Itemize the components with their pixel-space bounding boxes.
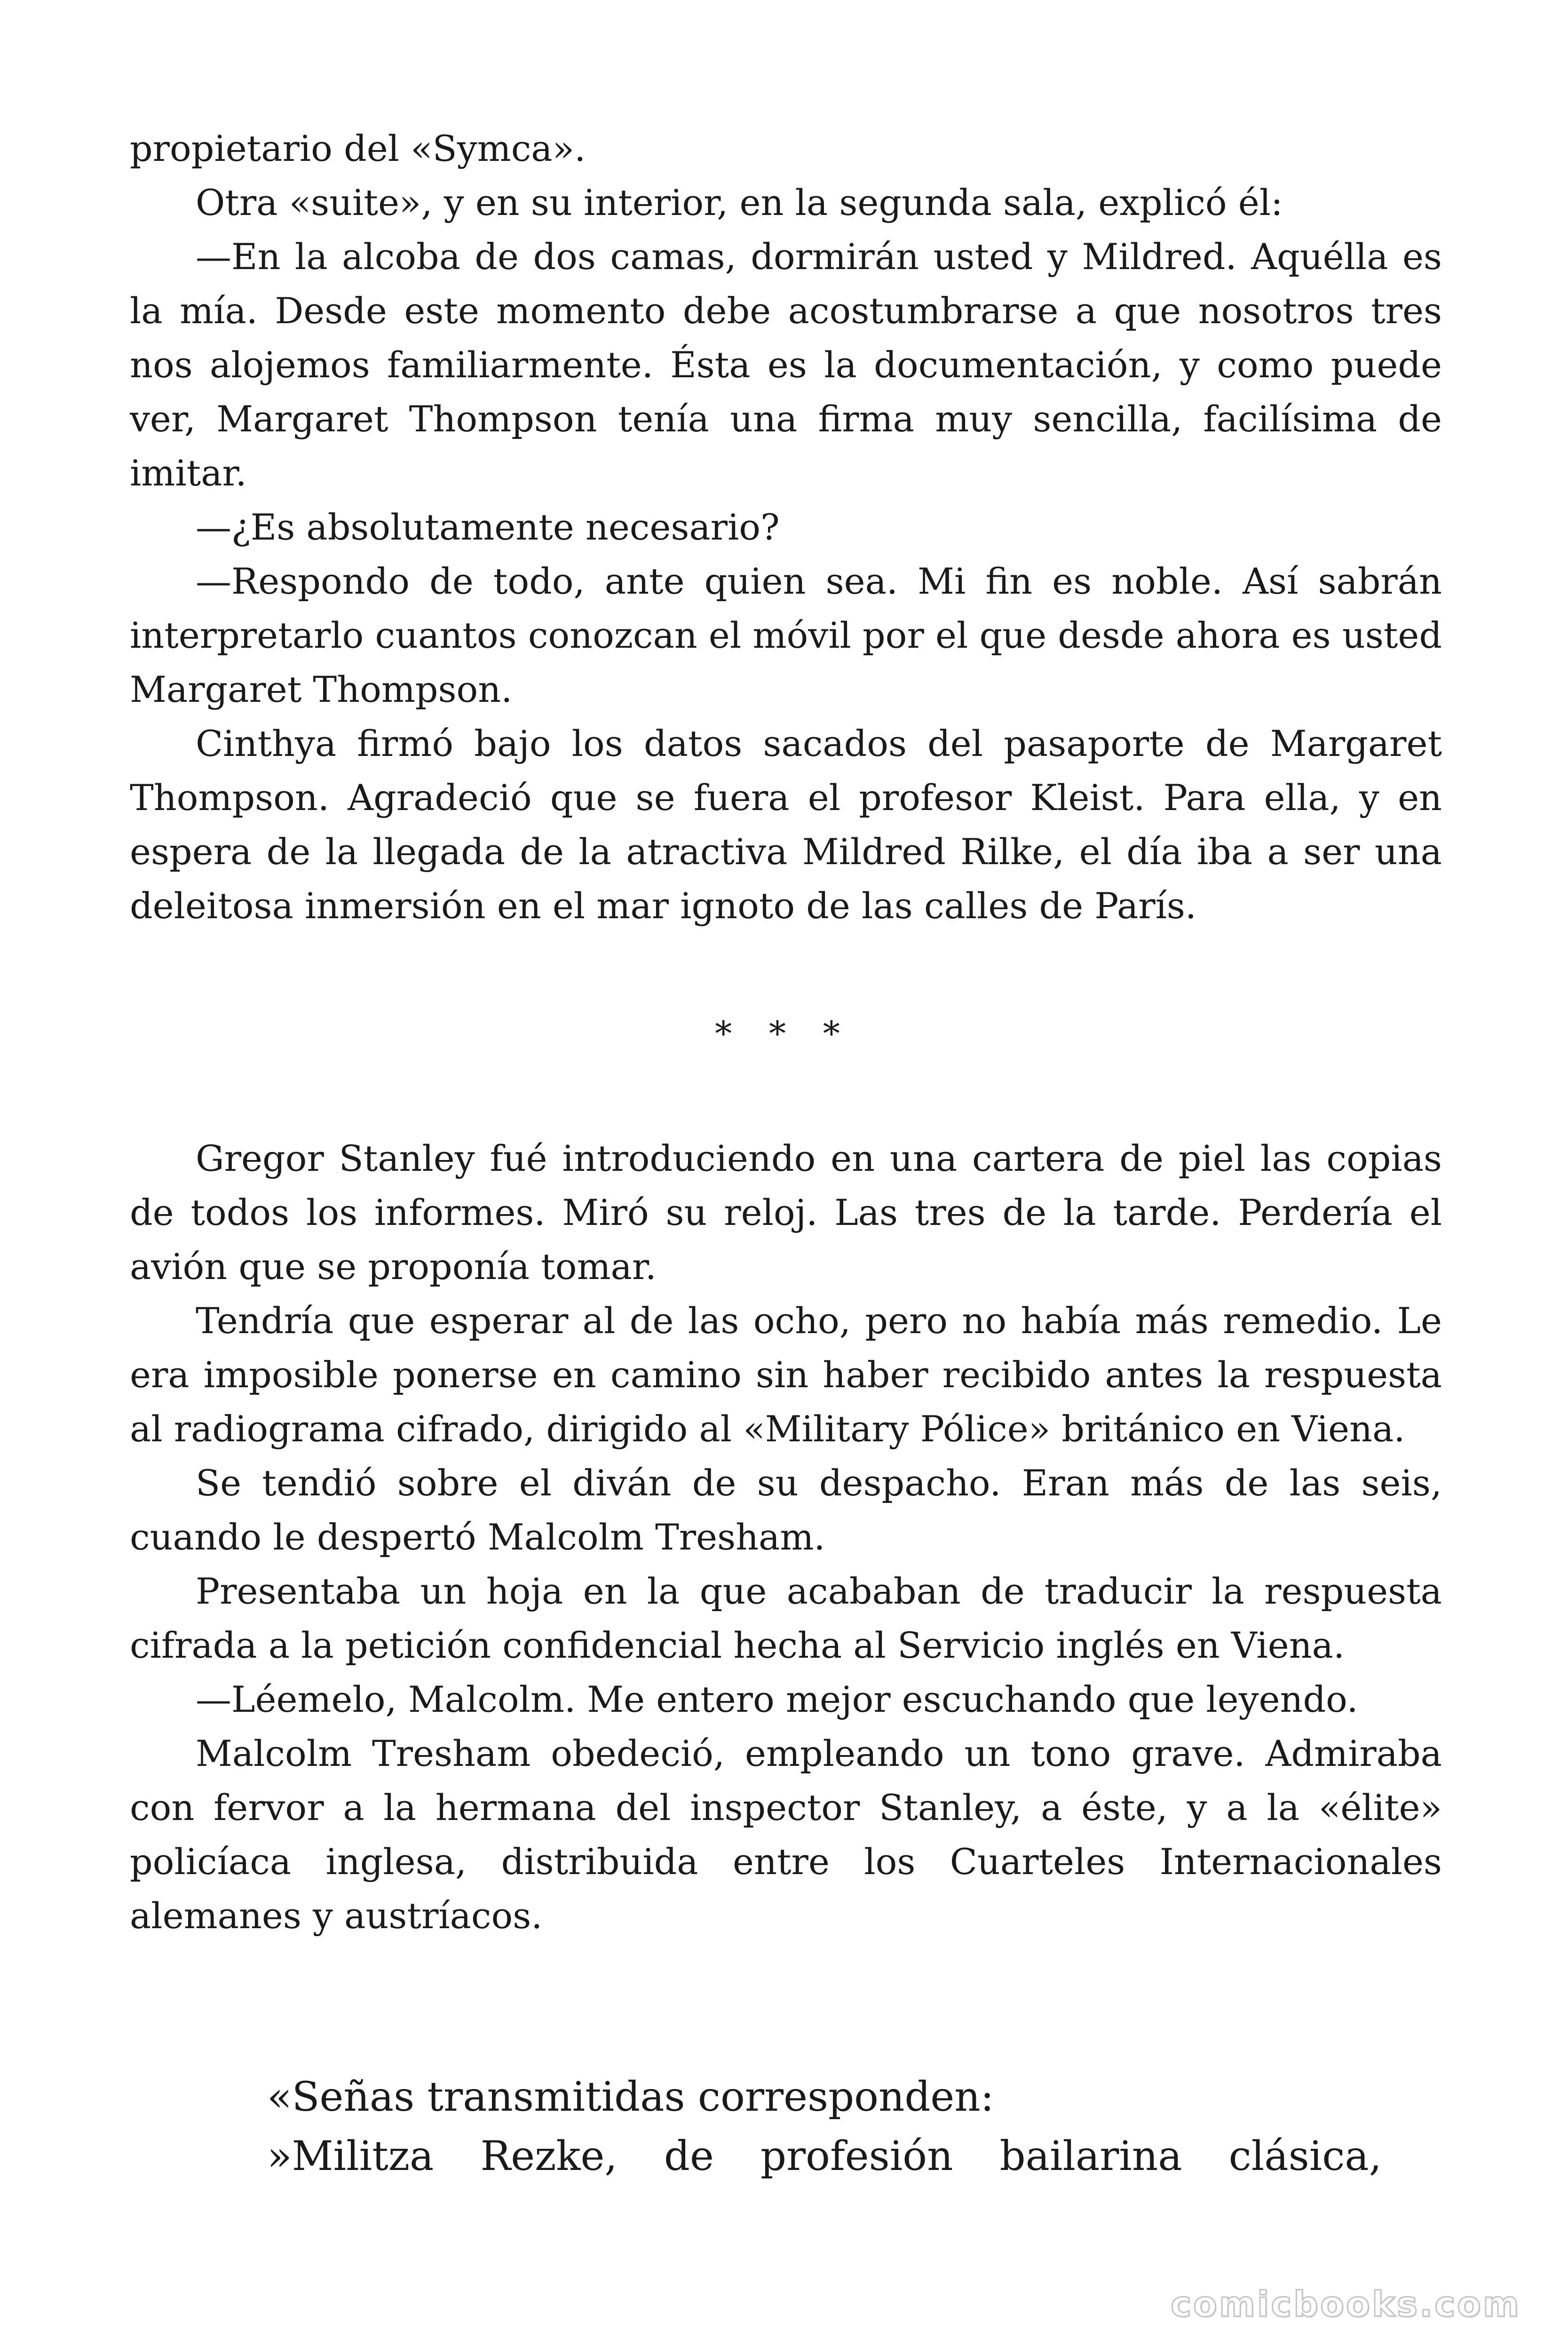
paragraph: —Léemelo, Malcolm. Me entero mejor escuchando que leyendo. [196, 1678, 1358, 1720]
paragraph: —En la alcoba de dos camas, dormirán usted y Mildred. Aquélla es la mía. Desde este momento debe acostumbrarse a que nosotros tres nos alojemos familiarmente. Ésta es la documentación, y como puede ver, Margaret Thompson tenía una firma muy sencilla, facilísima de imitar. [130, 236, 1442, 494]
paragraph: Se tendió sobre el diván de su despacho. Eran más de las seis, cuando le despertó Malcolm Tresham. [130, 1462, 1442, 1558]
quoted-message [267, 2067, 1382, 2186]
paragraph: Otra «suite», y en su interior, en la segunda sala, explicó él: [196, 182, 1283, 223]
quote-line: «Señas transmitidas corresponden: [267, 2074, 994, 2121]
paragraph: propietario del «Symca». [130, 127, 586, 169]
text-section-2 [130, 1131, 1442, 1943]
paragraph: Malcolm Tresham obedeció, empleando un tono grave. Admiraba con fervor a la hermana del inspector Stanley, a éste, y a la «élite» policíaca inglesa, distribuida entre los Cuarteles Internacionales alemanes y austríacos. [130, 1732, 1442, 1937]
paragraph: Tendría que esperar al de las ocho, pero no había más remedio. Le era imposible ponerse en camino sin haber recibido antes la respuesta al radiograma cifrado, dirigido al «Military Pólice» británico en Viena. [130, 1300, 1442, 1450]
paragraph: Gregor Stanley fué introduciendo en una cartera de piel las copias de todos los informes. Miró su reloj. Las tres de la tarde. Perdería el avión que se proponía tomar. [130, 1137, 1442, 1287]
text-section-1 [130, 121, 1442, 933]
quote-line: »Militza Rezke, de profesión bailarina clásica, [267, 2133, 1382, 2180]
section-separator: * * * [715, 1014, 853, 1053]
paragraph: —Respondo de todo, ante quien sea. Mi fin es noble. Así sabrán interpretarlo cuantos conozcan el móvil por el que desde ahora es usted Margaret Thompson. [130, 560, 1442, 710]
watermark-logo: comicbooks.com [1171, 2284, 1521, 2325]
paragraph: Cinthya firmó bajo los datos sacados del pasaporte de Margaret Thompson. Agradeció que se fuera el profesor Kleist. Para ella, y en espera de la llegada de la atractiva Mildred Rilke, el día iba a ser una deleitosa inmersión en el mar ignoto de las calles de París. [130, 723, 1442, 927]
paragraph: Presentaba un hoja en la que acababan de traducir la respuesta cifrada a la petición confidencial hecha al Servicio inglés en Viena. [130, 1570, 1442, 1666]
paragraph: —¿Es absolutamente necesario? [196, 506, 780, 548]
